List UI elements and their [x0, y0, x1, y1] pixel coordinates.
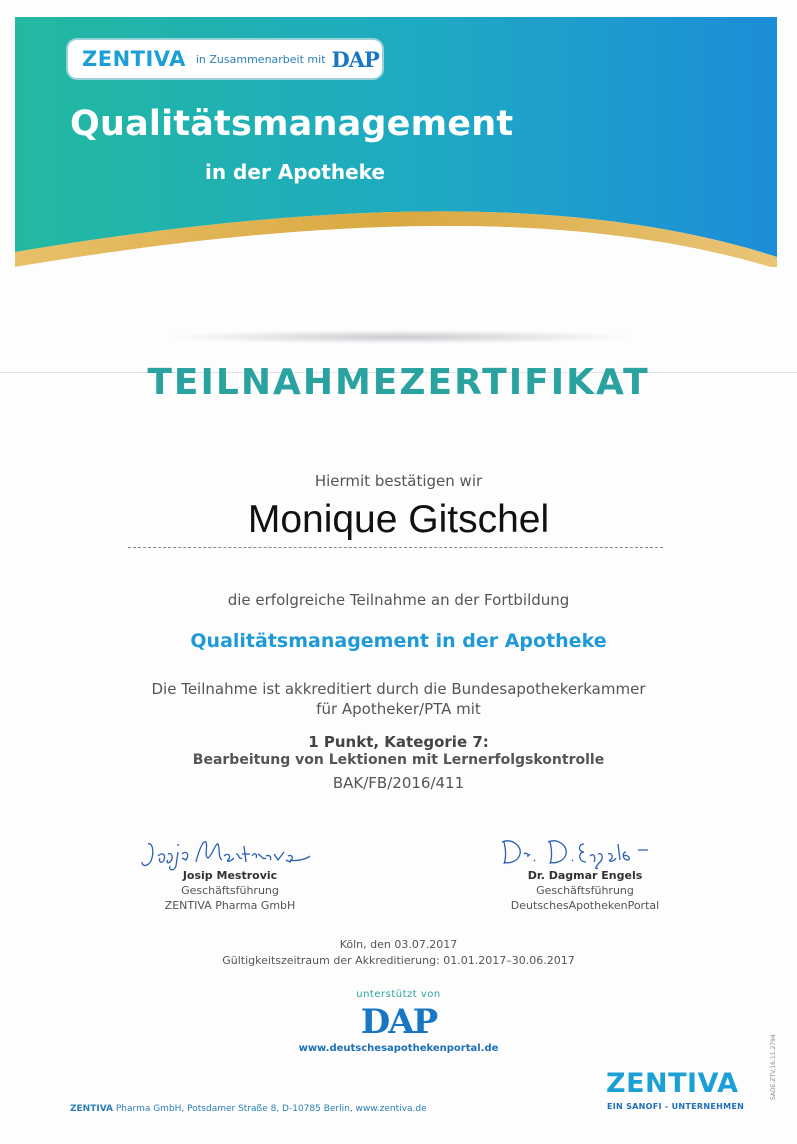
portal-url: www.deutschesapothekenportal.de [298, 1043, 499, 1054]
header-title: Qualitätsmanagement [70, 104, 514, 144]
signer-left-role: Geschäftsführung [181, 884, 279, 897]
signature-right-image [498, 832, 668, 872]
dap-logo: DAP [331, 46, 379, 72]
recipient-name: Monique Gitschel [247, 498, 550, 541]
zentiva-footer-logo: ZENTIVA [606, 1068, 739, 1099]
sanofi-tagline: EIN SANOFI - UNTERNEHMEN [607, 1102, 745, 1111]
signer-left-name: Josip Mestrovic [182, 869, 278, 882]
course-title: Qualitätsmanagement in der Apotheke [190, 630, 607, 652]
validity-period: Gültigkeitszeitraum der Akkreditierung: 01.01.2017–30.06.2017 [222, 954, 575, 967]
accreditation-code: BAK/FB/2016/411 [332, 774, 465, 792]
footer-address-text: Pharma GmbH, Potsdamer Straße 8, D-10785 Berlin, www.zentiva.de [113, 1104, 427, 1114]
supported-by-label: unterstützt von [356, 989, 441, 1000]
signer-right-name: Dr. Dagmar Engels [527, 869, 643, 882]
accreditation-line-2: für Apotheker/PTA mit [316, 700, 481, 718]
place-date: Köln, den 03.07.2017 [339, 938, 458, 951]
signature-right [475, 868, 695, 913]
signer-right-role: Geschäftsführung [536, 884, 634, 897]
header-logo-badge [68, 40, 382, 78]
footer-address [70, 1104, 427, 1114]
signature-left-image [138, 832, 318, 872]
lessons-text: Bearbeitung von Lektionen mit Lernerfolgskontrolle [192, 752, 605, 768]
points-text: 1 Punkt, Kategorie 7: [308, 733, 489, 751]
certificate-heading: TEILNAHMEZERTIFIKAT [147, 362, 650, 403]
dap-footer-logo: DAP [360, 1002, 437, 1042]
accreditation-line-1: Die Teilnahme ist akkreditiert durch die Bundesapothekerkammer [151, 680, 646, 698]
cooperation-text: in Zusammenarbeit mit [195, 52, 326, 66]
zentiva-logo: ZENTIVA [82, 47, 186, 71]
signature-left [120, 868, 340, 913]
confirm-text: Hiermit bestätigen wir [314, 472, 483, 490]
title-shadow-decoration [165, 330, 635, 344]
footer-company: ZENTIVA [70, 1104, 114, 1114]
signer-right-org: DeutschesApothekenPortal [510, 899, 660, 912]
document-code: SADE.ZTV.16.11.2794 [770, 1034, 777, 1100]
recipient-underline [128, 547, 663, 548]
signer-left-org: ZENTIVA Pharma GmbH [164, 899, 296, 912]
participation-text: die erfolgreiche Teilnahme an der Fortbildung [227, 591, 570, 609]
header-subtitle: in der Apotheke [205, 160, 385, 184]
